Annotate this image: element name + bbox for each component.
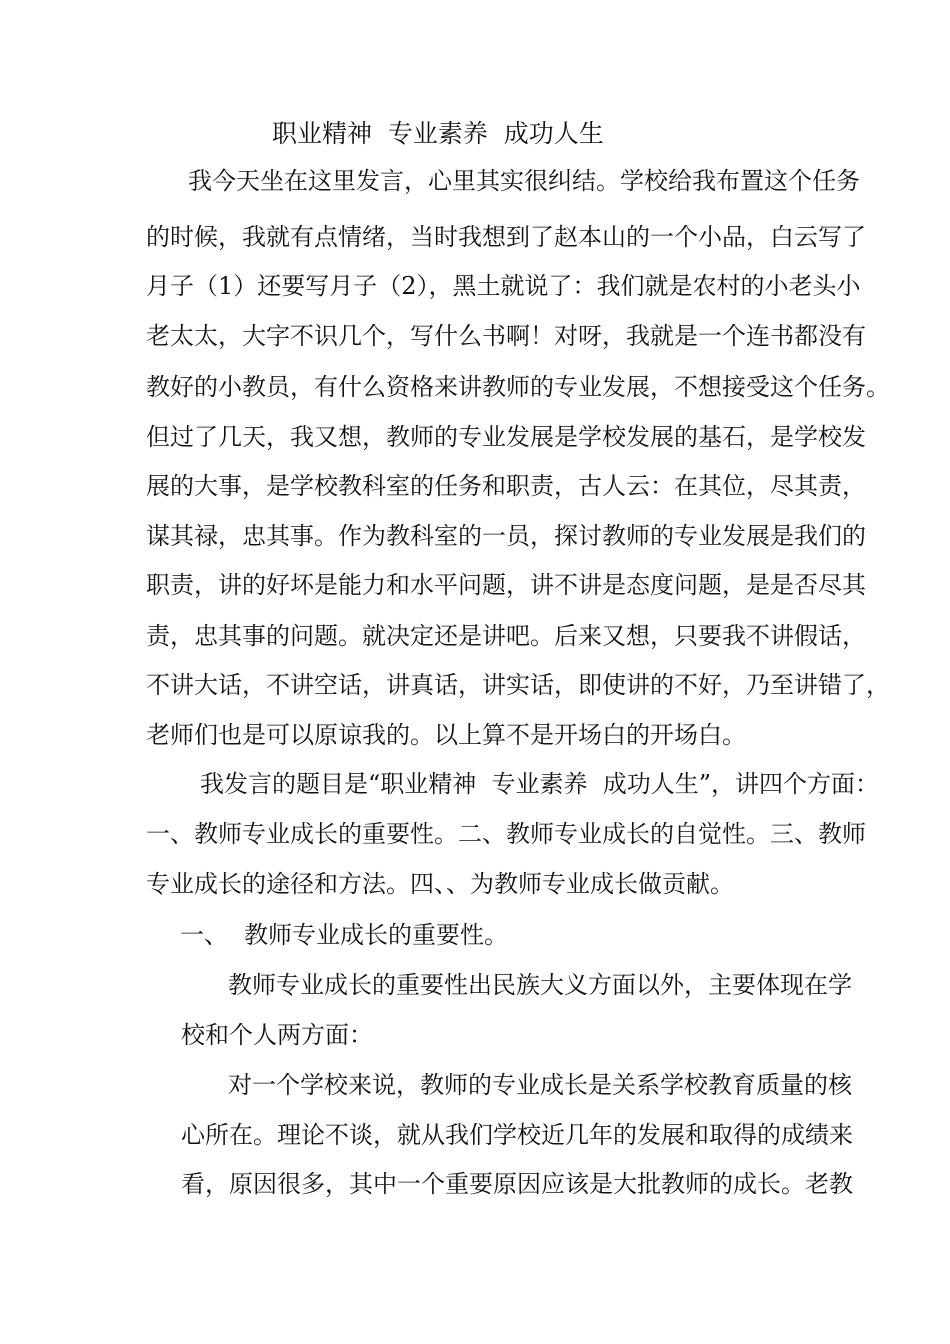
paragraph-line: 校和个人两方面： <box>181 1021 373 1049</box>
paragraph-line: 谋其禄，忠其事。作为教科室的一员，探讨教师的专业发展是我们的 <box>146 522 866 550</box>
paragraph-line: 责，忠其事的问题。就决定还是讲吧。后来又想，只要我不讲假话， <box>146 622 866 650</box>
paragraph-line: 我今天坐在这里发言，心里其实很纠结。学校给我布置这个任务 <box>188 167 860 195</box>
paragraph-line: 教好的小教员，有什么资格来讲教师的专业发展，不想接受这个任务。 <box>146 373 890 401</box>
paragraph-line: 职责，讲的好坏是能力和水平问题，讲不讲是态度问题，是是否尽其 <box>146 571 866 599</box>
paragraph-line: 我发言的题目是“职业精神 专业素养 成功人生”，讲四个方面： <box>200 770 880 798</box>
section-number: 一、 <box>180 921 228 949</box>
paragraph-line: 心所在。理论不谈，就从我们学校近几年的发展和取得的成绩来 <box>181 1121 853 1149</box>
paragraph-line: 但过了几天，我又想，教师的专业发展是学校发展的基石，是学校发 <box>146 423 866 451</box>
paragraph-line: 教师专业成长的重要性出民族大义方面以外，主要体现在学 <box>228 971 852 999</box>
paragraph-line: 一、教师专业成长的重要性。二、教师专业成长的自觉性。三、教师 <box>146 820 866 848</box>
paragraph-line: 对一个学校来说，教师的专业成长是关系学校教育质量的核 <box>228 1071 852 1099</box>
paragraph-line: 老师们也是可以原谅我的。以上算不是开场白的开场白。 <box>146 721 746 749</box>
paragraph-line: 专业成长的途径和方法。四、、为教师专业成长做贡献。 <box>146 870 734 898</box>
paragraph-line: 不讲大话，不讲空话，讲真话，讲实话，即使讲的不好，乃至讲错了， <box>146 671 890 699</box>
section-title: 教师专业成长的重要性。 <box>244 921 508 949</box>
paragraph-line: 看，原因很多，其中一个重要原因应该是大批教师的成长。老教 <box>181 1170 853 1198</box>
paragraph-line: 的时候，我就有点情绪，当时我想到了赵本山的一个小品，白云写了 <box>146 223 866 251</box>
paragraph-line: 月子（1）还要写月子（2），黑土就说了：我们就是农村的小老头小 <box>146 272 861 300</box>
document-title: 职业精神 专业素养 成功人生 <box>272 119 604 148</box>
paragraph-line: 老太太，大字不识几个，写什么书啊！对呀，我就是一个连书都没有 <box>146 322 866 350</box>
paragraph-line: 展的大事，是学校教科室的任务和职责，古人云：在其位，尽其责， <box>146 472 866 500</box>
